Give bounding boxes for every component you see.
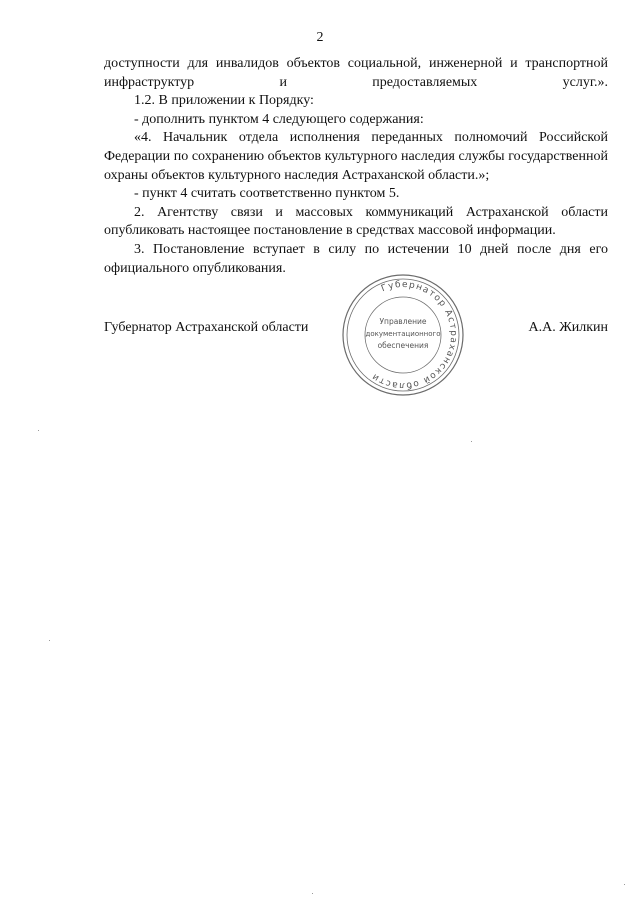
page-number: 2 (316, 30, 324, 45)
scan-speck (471, 441, 472, 442)
stamp-center-line-2: документационного (365, 330, 441, 338)
paragraph-add-item-4: - дополнить пунктом 4 следующего содержания: (134, 111, 424, 127)
scan-speck (38, 430, 39, 431)
paragraph-item-1-2: 1.2. В приложении к Порядку: (134, 93, 314, 109)
paragraph-quoted-item-4: «4. Начальник отдела исполнения переданных полномочий Российской Федерации по сохранению объектов культурного наследия службы государственной охраны объектов культурного наследия Астраханской области.»; (104, 130, 608, 183)
official-stamp (340, 272, 466, 398)
scan-speck (624, 884, 625, 885)
signature-title: Губернатор Астраханской области (104, 320, 309, 335)
scan-speck (49, 640, 50, 641)
signature-name: А.А. Жилкин (528, 320, 608, 335)
stamp-center-line-3: обеспечения (377, 341, 429, 350)
paragraph-item-3: 3. Постановление вступает в силу по истечении 10 дней после дня его официального опубликования. (104, 241, 608, 276)
document-body (104, 55, 608, 278)
scan-speck (312, 893, 313, 894)
paragraph-continuation: доступности для инвалидов объектов социальной, инженерной и транспортной инфраструктур и предоставляемых услуг.». (104, 56, 608, 90)
paragraph-renumber-item: - пункт 4 считать соответственно пунктом 5. (134, 186, 400, 202)
paragraph-item-2: 2. Агентству связи и массовых коммуникаций Астраханской области опубликовать настоящее постановление в средствах массовой информации. (104, 204, 608, 239)
stamp-center-line-1: Управление (379, 317, 427, 326)
stamp-ring-textpath: Губернатор Астраханской области (369, 279, 459, 391)
